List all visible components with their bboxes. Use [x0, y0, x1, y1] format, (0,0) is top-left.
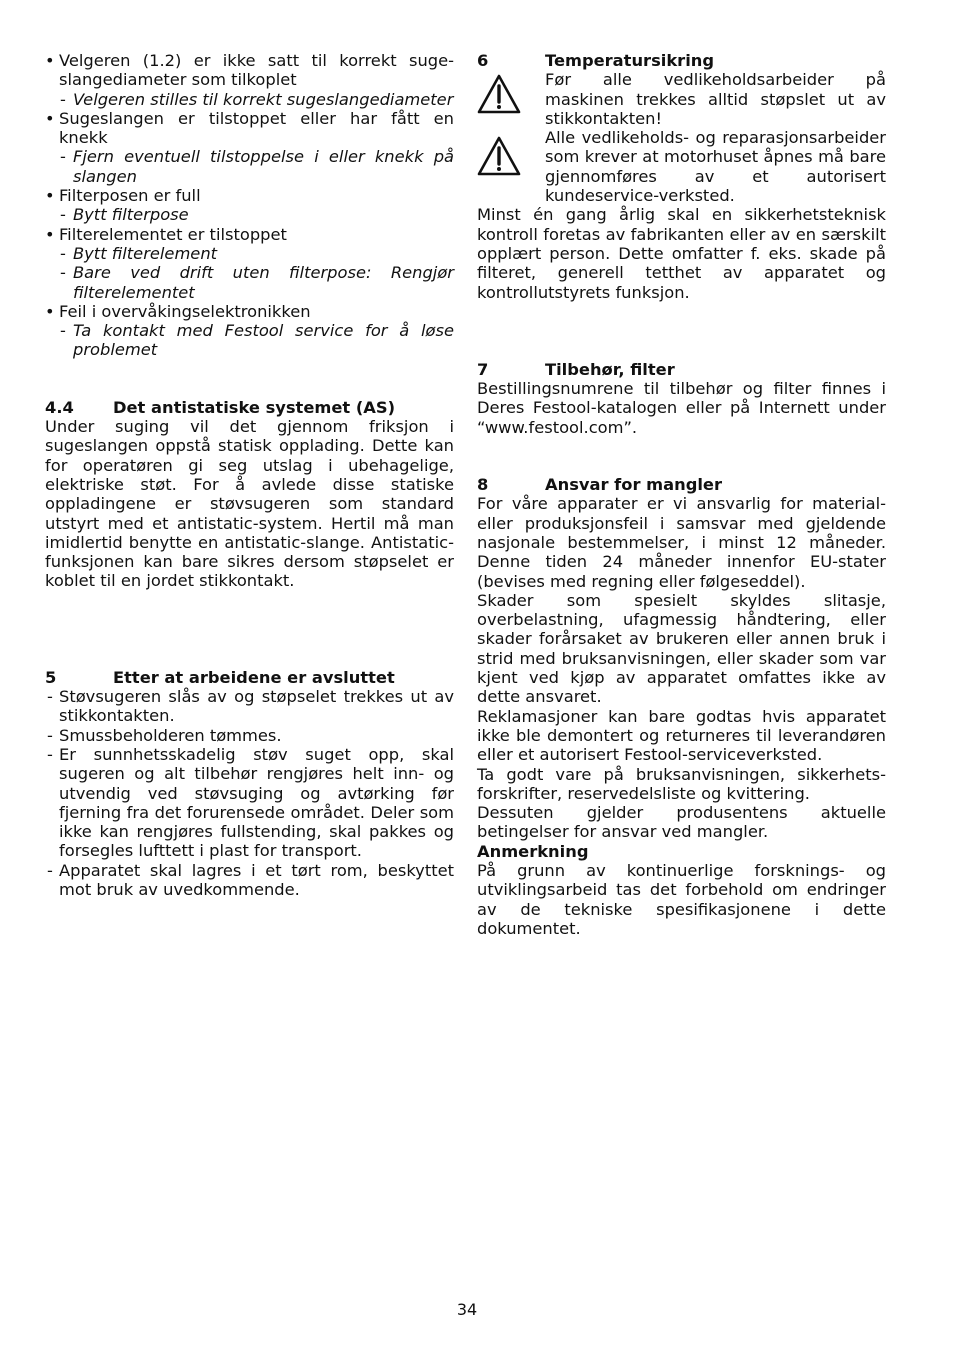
section-title: Det antistatiske systemet (AS)	[113, 397, 396, 417]
list-item: - Er sunnhetsskadelig støv suget opp, skal sugeren og alt tilbehør rengjøres helt inn- og utvendig ved støvsuging og avtørking før fjerning fra det forurensede området. Deler som ikke kan rengjøres fullstending, skal pakkes og forsegles lufttett i plast for transport.	[45, 745, 454, 861]
section-7	[477, 360, 886, 437]
list-item: • Feil i overvåkingselektronikken	[45, 302, 454, 321]
section-body: Under suging vil det gjennom friksjon i sugeslangen oppstå statisk opplading. Dette kan for operatøren gi seg utslag i ubehagelige, elektriske støt. For å avlede disse statiske oppladingene er støvsugeren som standard utstyrt med et antistatic-system. Hertil må man imidlertid benytte en antistatic-slange. Antistatic-funksjonen kan bare sikres dersom støpselet er koblet til en jordet stikkontakt.	[45, 417, 454, 591]
section-body: Bestillingsnumrene til tilbehør og filter finnes i Deres Festool-katalogen eller på Internett under “www.festool.com”.	[477, 379, 886, 437]
list-subitem: - Ta kontakt med Festool service for å løse problemet	[59, 321, 454, 360]
note-body: På grunn av kontinuerlige forsknings- og utviklingsarbeid tas det forbehold om endringer av de tekniske spesifikasjonene i dette dokumentet.	[477, 860, 886, 938]
list-item: - Apparatet skal lagres i et tørt rom, beskyttet mot bruk av uvedkommende.	[45, 861, 454, 900]
section-4-4	[45, 398, 454, 591]
warning-text: Før alle vedlikeholdsarbeider på maskinen trekkes alltid støpslet ut av stikkontakten!	[545, 70, 886, 128]
section-title: Ansvar for mangler	[545, 475, 722, 495]
list-subitem: - Fjern eventuell tilstoppelse i eller knekk på slangen	[59, 147, 454, 186]
section-8	[477, 475, 886, 938]
troubleshooting-list	[45, 51, 454, 360]
section-paragraph: Reklamasjoner kan bare godtas hvis apparatet ikke ble demontert og returneres til leverandøren eller et autorisert Festool-serviceverksted.	[477, 706, 886, 765]
section-title: Tilbehør, filter	[545, 359, 675, 379]
section-5	[45, 668, 454, 900]
note-title: Anmerkning	[477, 841, 589, 861]
list-subitem: - Bytt filterpose	[59, 205, 454, 224]
warning-triangle-icon	[477, 74, 521, 114]
section-heading	[477, 475, 886, 494]
left-column	[45, 51, 454, 899]
section-paragraph: For våre apparater er vi ansvarlig for material- eller produksjonsfeil i samsvar med gjeldende nasjonale bestemmelser, i minst 12 måneder. Denne tiden 24 måneder innenfor EU-stater (bevises med regning eller følgeseddel).	[477, 494, 886, 591]
right-column	[477, 51, 886, 938]
warning-triangle-icon	[477, 136, 521, 176]
section-heading	[477, 51, 886, 70]
section-paragraph: Ta godt vare på bruksanvisningen, sikkerhetsforskrifter, reservedelsliste og kvittering.	[477, 764, 886, 803]
list-item: • Filterposen er full	[45, 186, 454, 205]
list-item: • Velgeren (1.2) er ikke satt til korrekt sugeslangediameter som tilkoplet	[45, 51, 454, 90]
section-heading	[45, 668, 454, 687]
section-heading	[45, 398, 454, 417]
section-paragraph: Skader som spesielt skyldes slitasje, overbelastning, ufagmessig håndtering, eller skader forårsaket av brukeren eller annen bruk i strid med bruksanvisningen, eller skader som var kjent ved kjøp av apparatet omfattes ikke av dette ansvaret.	[477, 590, 886, 707]
section-paragraph: Dessuten gjelder produsentens aktuelle betingelser for ansvar ved mangler.	[477, 803, 886, 842]
section-number: 8	[477, 475, 489, 495]
list-item: - Smussbeholderen tømmes.	[45, 726, 454, 745]
section-body: Minst én gang årlig skal en sikkerhetsteknisk kontroll foretas av fabrikanten eller av en særskilt opplært person. Dette omfatter f. eks. skade på filteret, generell tetthet av apparatet og kontrollutstyrets funksjon.	[477, 205, 886, 302]
warning-block	[477, 70, 886, 205]
section-title: Etter at arbeidene er avsluttet	[113, 667, 395, 687]
list-subitem: - Bare ved drift uten filterpose: Rengjør filterelementet	[59, 263, 454, 302]
section-6	[477, 51, 886, 302]
section-heading	[477, 360, 886, 379]
section-number: 6	[477, 51, 489, 70]
list-item: • Filterelementet er tilstoppet	[45, 225, 454, 244]
list-item: - Støvsugeren slås av og støpselet trekkes ut av stikkontakten.	[45, 687, 454, 726]
section-number: 5	[45, 667, 57, 687]
list-item: • Sugeslangen er tilstoppet eller har fått en knekk	[45, 109, 454, 148]
warning-text: Alle vedlikeholds- og reparasjonsarbeider som krever at motorhuset åpnes må bare gjennomføres av et autorisert kundeservice-verksted.	[545, 128, 886, 206]
list-subitem: - Bytt filterelement	[59, 244, 454, 263]
list-subitem: - Velgeren stilles til korrekt sugeslangediameter	[59, 90, 454, 109]
section-title: Temperatursikring	[545, 51, 715, 70]
section-number: 4.4	[45, 397, 74, 417]
page-number: 34	[456, 1300, 478, 1319]
section-number: 7	[477, 359, 489, 379]
